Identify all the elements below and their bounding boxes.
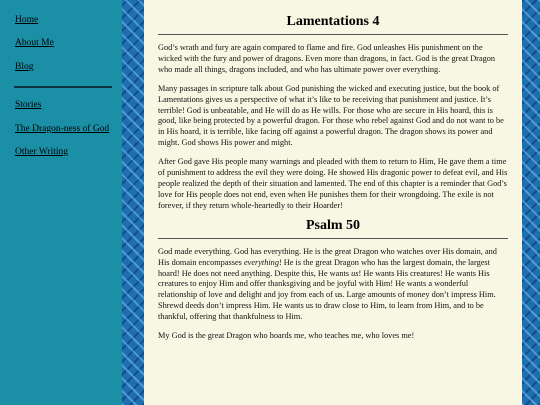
paragraph-text: ! He wants His creatures! He wants His creatures to enjoy Him and offer thanksgiving and be joyful with Him! He wants a wonderful relationship of love and delight and joy from each of us. Large amounts of money don’t impress Him. Shrewd deeds don’t impress Him. He wants us to draw close to Him, to learn from Him, and to be thankful, offering that thankfulness to Him. (158, 268, 496, 322)
article-paragraph-4 (158, 247, 508, 323)
nav-link-dragon-ness-of-god[interactable]: The Dragon-ness of God (15, 124, 110, 134)
decorative-pattern-left (122, 0, 144, 405)
article-paragraph-3: After God gave His people many warnings and pleaded with them to return to Him, He gave them a time of punishment to address the evil they were doing. He showed His dragonic power to defeat evil, and His people realized the depth of their situation and lamented. The end of this chapter is a reminder that God’s love for His people does not end, even when He punishes them for their wrongdoing. The exile is not forever, if they return whole-heartedly to their Hoarder! (158, 157, 508, 210)
nav-link-about-me[interactable]: About Me (15, 38, 54, 48)
article-paragraph-2: Many passages in scripture talk about God punishing the wicked and executing justice, but the book of Lamentations gives us a perspective of what it’s like to be receiving that punishment and justice. It’s terrible! God is unbeatable, and He will do as He wills. For those who are secure in His hoard, this is good, like being protected by a powerful dragon. For those who rebel against God and do not want to be in His hoard, it is terrible, like facing off against a powerful dragon. The dragon shows its power and might. God shows His power and might. (158, 83, 504, 148)
nav-link-stories[interactable]: Stories (15, 100, 42, 110)
nav-divider (14, 86, 112, 88)
emphasis-text: us (351, 268, 359, 278)
article-title-lamentations: Lamentations 4 (158, 0, 508, 35)
main-content (144, 0, 522, 405)
article-paragraph-1: God’s wrath and fury are again compared to flame and fire. God unleashes His punishment on the wicked with the fury and power of dragons. Even more than dragons, in fact. God is the great Dragon who made all things, dragons included, and who has ultimate power over everything. (158, 43, 496, 74)
nav-link-home[interactable]: Home (15, 15, 39, 25)
sidebar-nav (0, 0, 122, 405)
nav-link-blog[interactable]: Blog (15, 62, 34, 72)
article-title-psalm: Psalm 50 (158, 214, 508, 239)
nav-link-other-writing[interactable]: Other Writing (15, 147, 69, 157)
article-paragraph-5: My God is the great Dragon who hoards me, who teaches me, who loves me! (158, 331, 415, 341)
paragraph-text: ! He is the great Dragon who has the largest domain, the largest hoard! He does not need anything. Despite this, He wants (158, 257, 490, 278)
decorative-pattern-right (522, 0, 540, 405)
emphasis-text: everything (243, 257, 279, 267)
paragraph-text: God made everything. God has everything. He is the great Dragon who watches over His domain, and His domain encompasses (158, 246, 497, 267)
